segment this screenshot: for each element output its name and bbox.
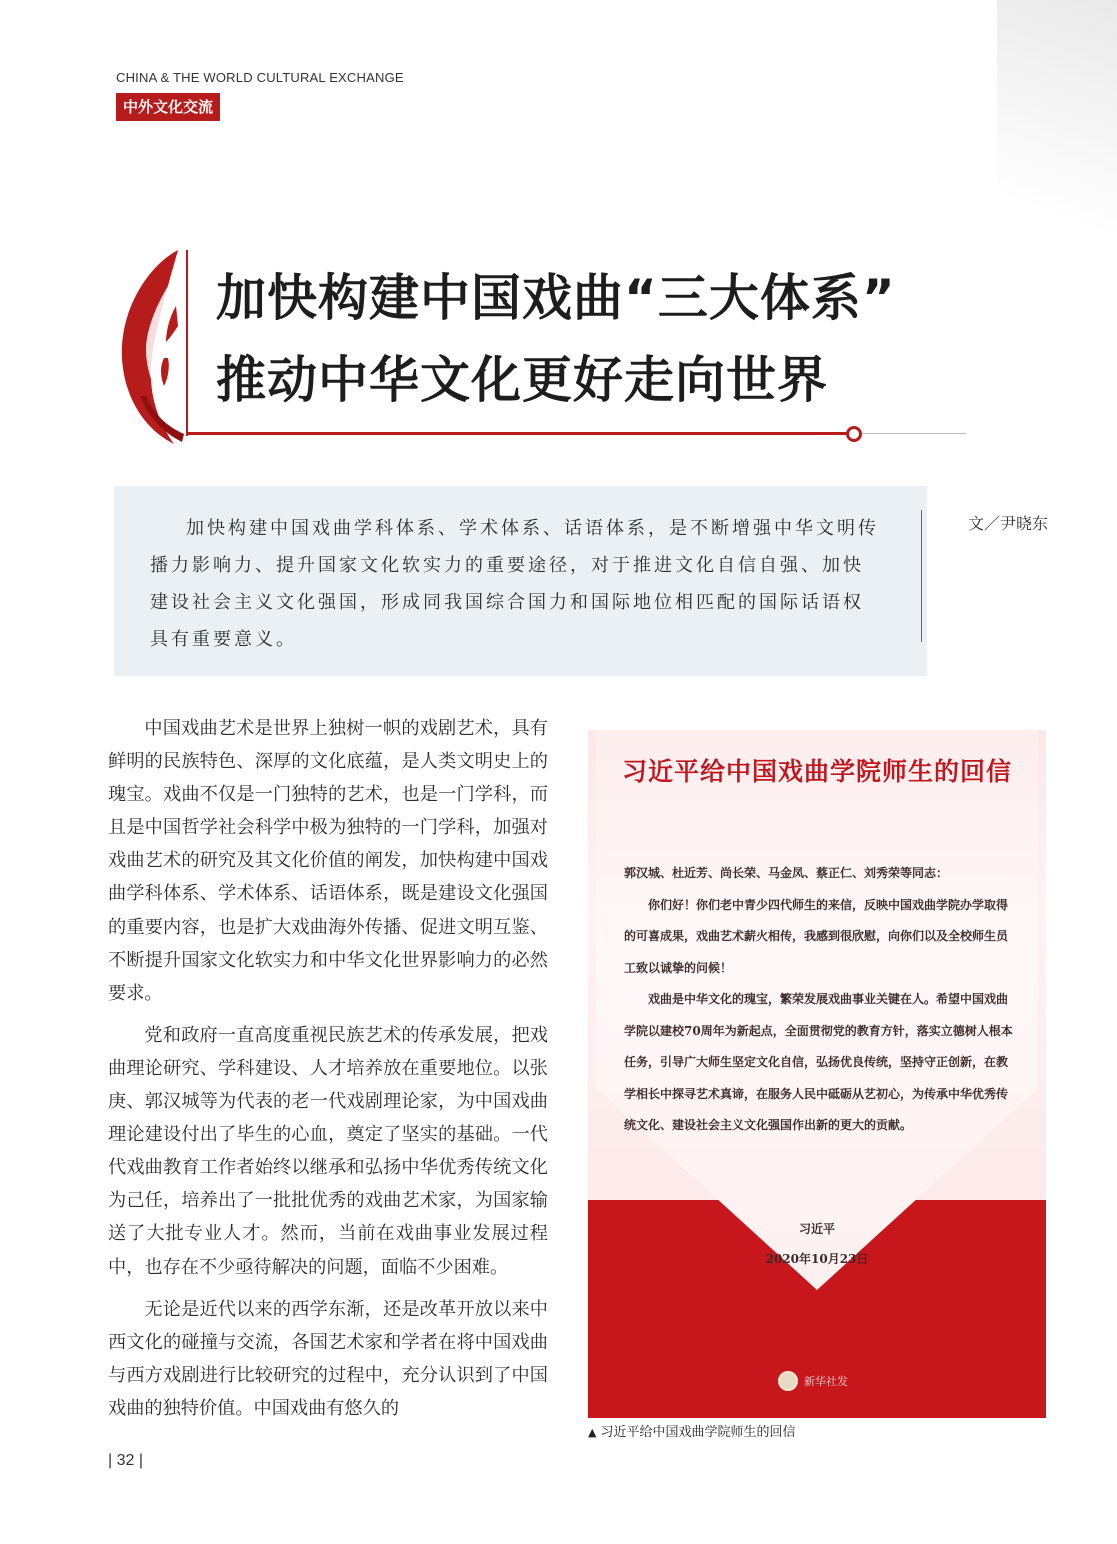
section-badge: 中外文化交流 — [116, 93, 220, 121]
body-paragraph: 中国戏曲艺术是世界上独树一帜的戏剧艺术，具有鲜明的民族特色、深厚的文化底蕴，是人类文明史上的瑰宝。戏曲不仅是一门独特的艺术，也是一门学科，而且是中国哲学社会科学中极为独特的一门学科，加强对戏曲艺术的研究及其文化价值的阐发，加快构建中国戏曲学科体系、学术体系、话语体系，既是建设文化强国的重要内容，也是扩大戏曲海外传播、促进文明互鉴、不断提升国家文化软实力和中华文化世界影响力的必然要求。 — [108, 718, 548, 1004]
xinhua-logo-icon — [778, 1371, 798, 1391]
corner-shadow — [997, 0, 1117, 300]
title-underline — [186, 432, 850, 435]
letter-signature: 习近平 — [798, 1222, 835, 1236]
article-title-line-2: 推动中华文化更好走向世界 — [216, 351, 828, 409]
letter-image — [588, 730, 1046, 1418]
letter-date: 2020年10月23日 — [765, 1252, 869, 1266]
letter-title: 习近平给中国戏曲学院师生的回信 — [621, 757, 1012, 786]
letter-body — [624, 858, 1016, 1142]
agency-credit-text: 新华社发 — [804, 1375, 848, 1388]
abstract-divider — [921, 510, 922, 642]
title-rule-dot — [846, 426, 862, 442]
letter-paragraph: 你们好！你们老中青少四代师生的来信，反映中国戏曲学院办学取得的可喜成果，戏曲艺术薪火相传，我感到很欣慰，向你们以及全校师生员工致以诚挚的问候！ — [624, 897, 1009, 975]
body-paragraph: 无论是近代以来的西学东渐，还是改革开放以来中西文化的碰撞与交流，各国艺术家和学者在将中国戏曲与西方戏剧进行比较研究的过程中，充分认识到了中国戏曲的独特价值。中国戏曲有悠久的 — [108, 1298, 548, 1419]
caption-triangle-icon: ▲ — [588, 1426, 597, 1439]
article-title-line-1: 加快构建中国戏曲“三大体系” — [216, 269, 896, 327]
column-english-title: CHINA & THE WORLD CULTURAL EXCHANGE — [116, 70, 404, 85]
abstract-text: 加快构建中国戏曲学科体系、学术体系、话语体系，是不断增强中华文明传播力影响力、提升国家文化软实力的重要途径，对于推进文化自信自强、加快建设社会主义文化强国，形成同我国综合国力和国际地位相匹配的国际话语权具有重要意义。 — [150, 518, 879, 650]
body-paragraph: 党和政府一直高度重视民族艺术的传承发展，把戏曲理论研究、学科建设、人才培养放在重要地位。以张庚、郭汉城等为代表的老一代戏剧理论家，为中国戏曲理论建设付出了毕生的心血，奠定了坚实的基础。一代代戏曲教育工作者始终以继承和弘扬中华优秀传统文化为己任，培养出了一批批优秀的戏曲艺术家，为国家输送了大批专业人才。然而，当前在戏曲事业发展过程中，也存在不少亟待解决的问题，面临不少困难。 — [108, 1024, 548, 1278]
letter-salutation: 郭汉城、杜近芳、尚长荣、马金凤、蔡正仁、刘秀荣等同志： — [624, 866, 949, 880]
body-text-column — [108, 712, 548, 1434]
letter-paragraph: 戏曲是中华文化的瑰宝，繁荣发展戏曲事业关键在人。希望中国戏曲学院以建校70周年为新起点，全面贯彻党的教育方针，落实立德树人根本任务，引导广大师生坚定文化自信，弘扬优良传统，坚持守正创新，在教学相长中探寻艺术真谛，在服务人民中砥砺从艺初心，为传承中华优秀传统文化、建设社会主义文化强国作出新的更大的贡献。 — [624, 992, 1013, 1132]
caption-text: 习近平给中国戏曲学院师生的回信 — [600, 1425, 796, 1440]
page-number: | 32 | — [108, 1452, 143, 1469]
image-caption — [588, 1421, 795, 1440]
title-underline-tail — [862, 433, 966, 434]
author-byline: 文／尹晓东 — [968, 514, 1049, 533]
opera-mask-icon — [118, 246, 190, 446]
agency-credit — [778, 1370, 848, 1392]
